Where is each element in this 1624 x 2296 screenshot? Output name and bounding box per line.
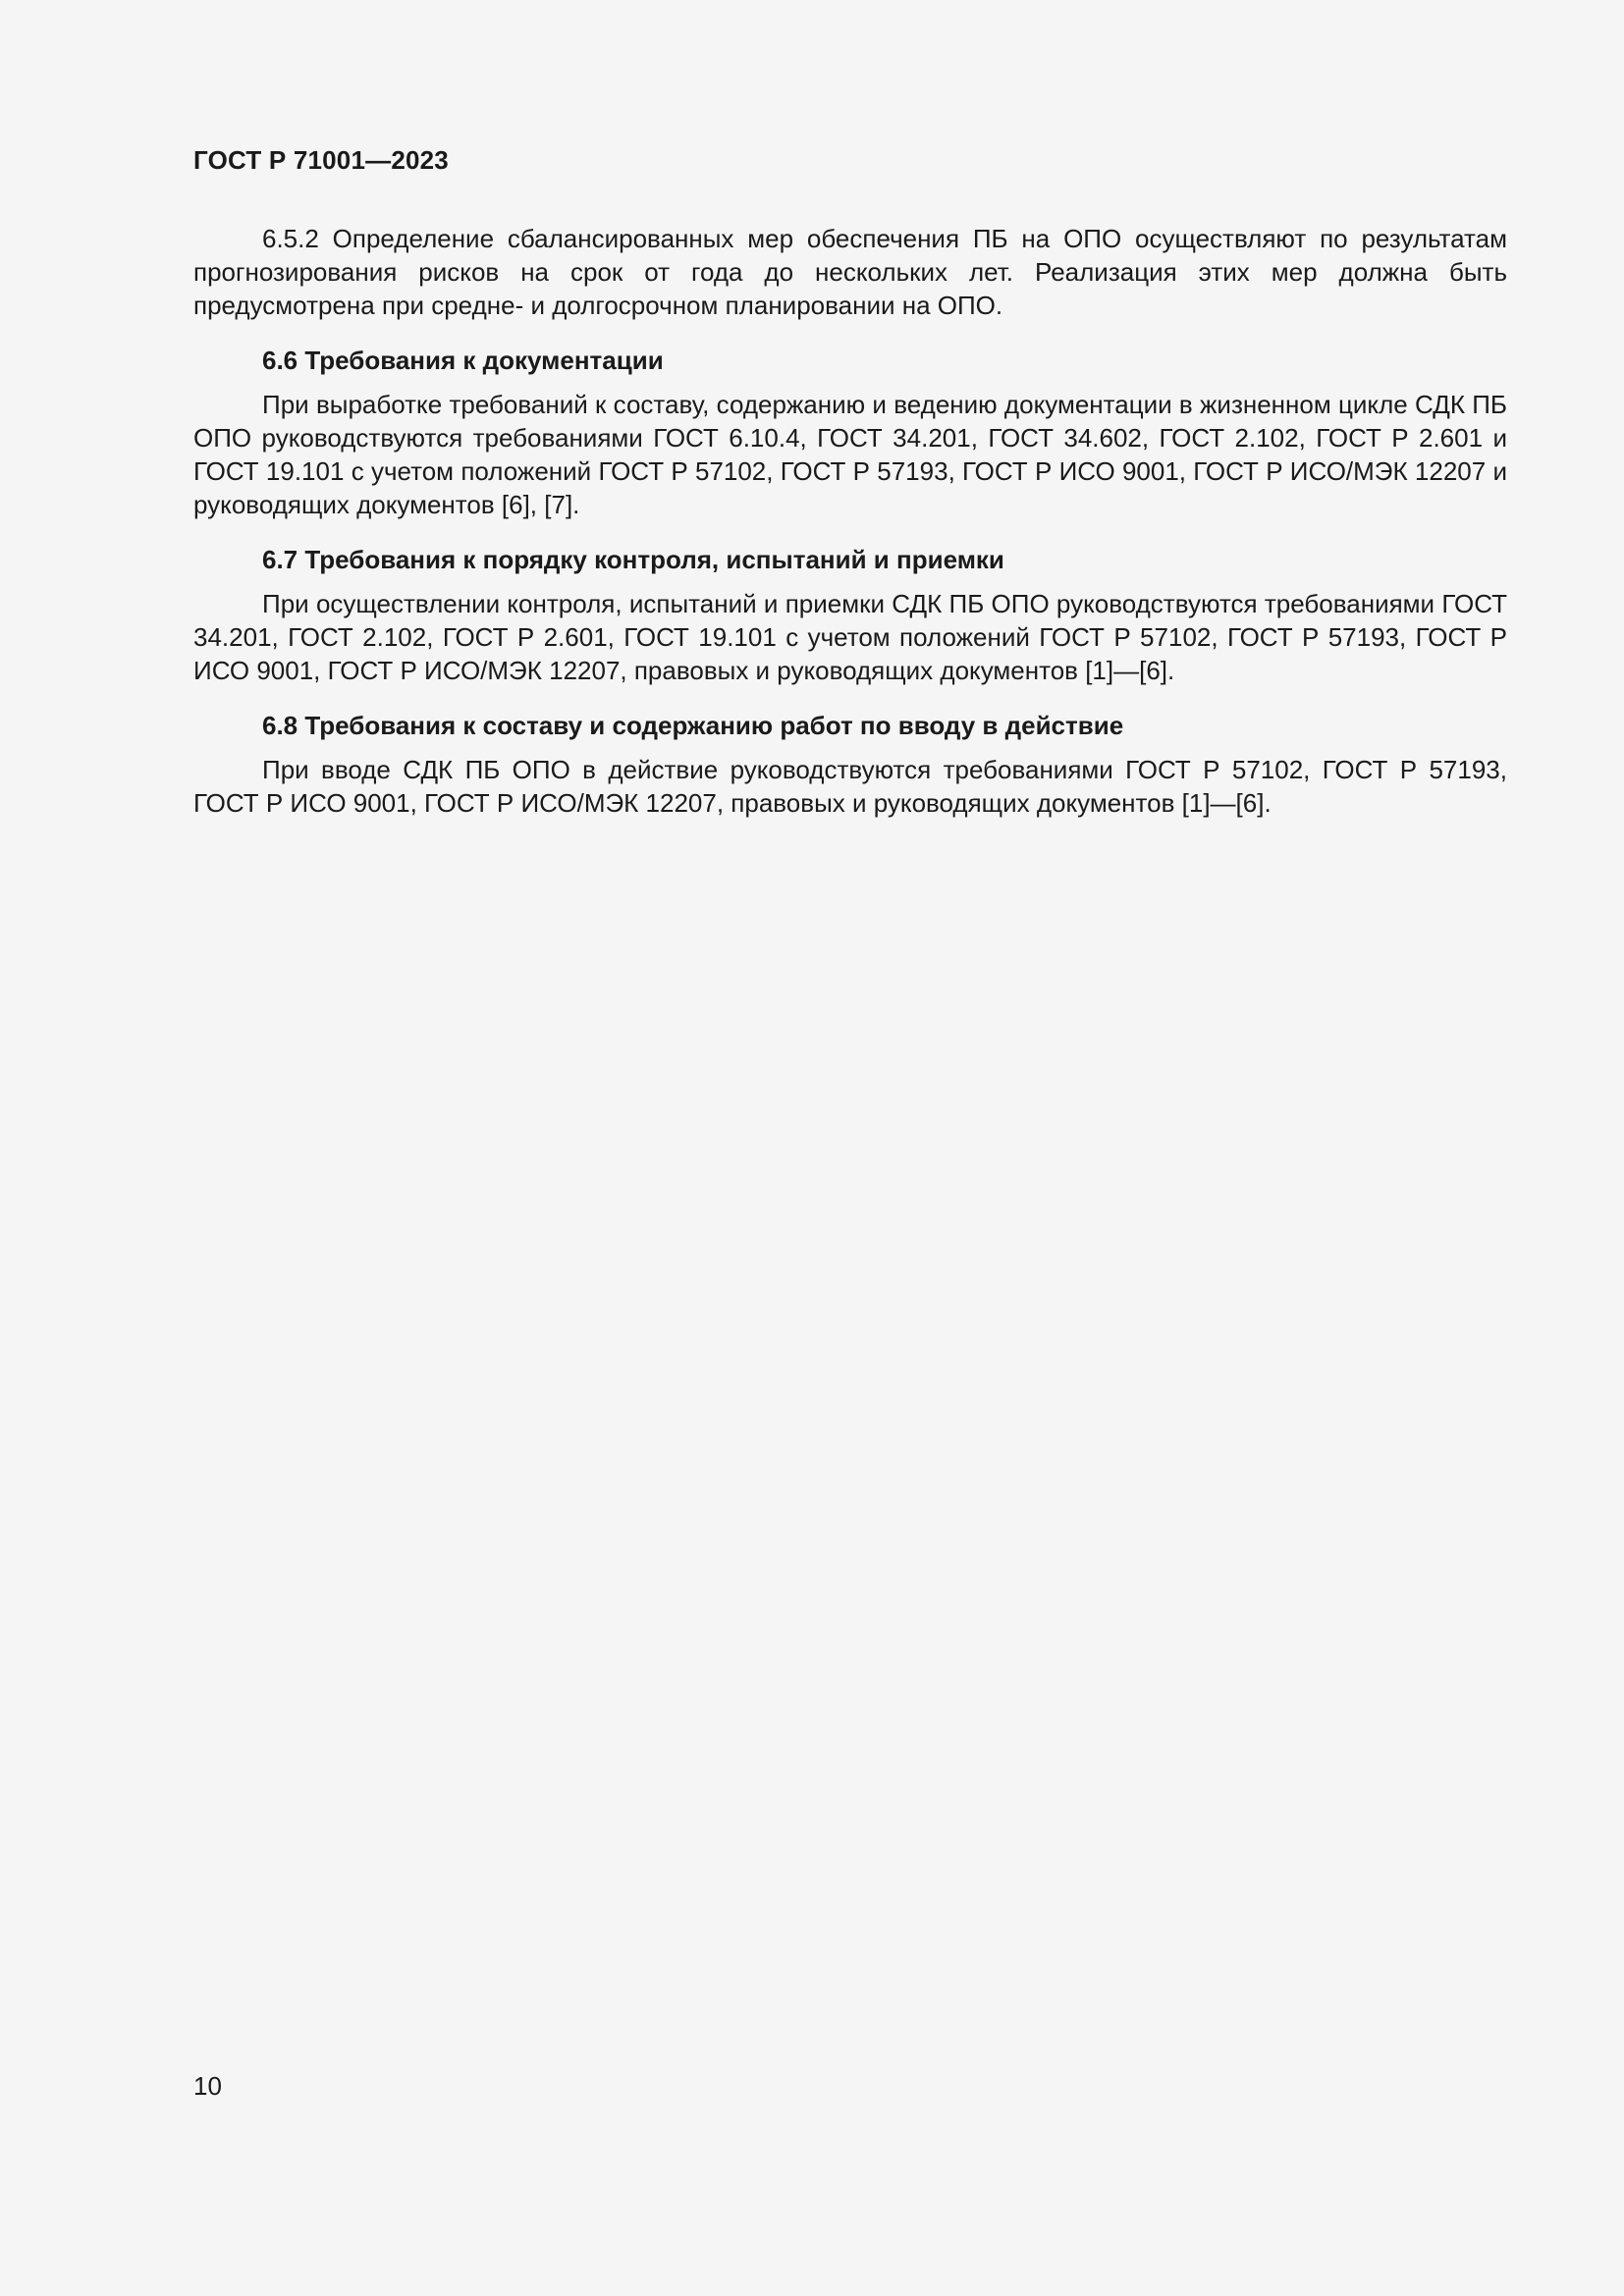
section-heading-6-7: 6.7 Требования к порядку контроля, испытаний и приемки [262, 545, 1004, 574]
page-number: 10 [193, 2071, 222, 2101]
paragraph-6-8: При вводе СДК ПБ ОПО в действие руководствуются требованиями ГОСТ Р 57102, ГОСТ Р 57193, ГОСТ Р ИСО 9001, ГОСТ Р ИСО/МЭК 12207, правовых и руководящих документов [1]—[6]. [193, 755, 1507, 818]
document-code-header: ГОСТ Р 71001—2023 [193, 145, 449, 175]
section-heading-6-8: 6.8 Требования к составу и содержанию работ по вводу в действие [262, 711, 1124, 740]
paragraph-6-7: При осуществлении контроля, испытаний и приемки СДК ПБ ОПО руководствуются требованиями ГОСТ 34.201, ГОСТ 2.102, ГОСТ Р 2.601, ГОСТ 19.101 с учетом положений ГОСТ Р 57102, ГОСТ Р 57193, ГОСТ Р ИСО 9001, ГОСТ Р ИСО/МЭК 12207, правовых и руководящих документов [1]—[6]. [193, 589, 1507, 685]
paragraph-6-5-2: 6.5.2 Определение сбалансированных мер обеспечения ПБ на ОПО осуществляют по результатам прогнозирования рисков на срок от года до нескольких лет. Реализация этих мер должна быть предусмотрена при средне- и долгосрочном планировании на ОПО. [193, 224, 1507, 320]
section-heading-6-6: 6.6 Требования к документации [262, 346, 664, 375]
document-body [193, 222, 1507, 820]
paragraph-6-6: При выработке требований к составу, содержанию и ведению документации в жизненном цикле СДК ПБ ОПО руководствуются требованиями ГОСТ 6.10.4, ГОСТ 34.201, ГОСТ 34.602, ГОСТ 2.102, ГОСТ Р 2.601 и ГОСТ 19.101 с учетом положений ГОСТ Р 57102, ГОСТ Р 57193, ГОСТ Р ИСО 9001, ГОСТ Р ИСО/МЭК 12207 и руководящих документов [6], [7]. [193, 390, 1507, 519]
